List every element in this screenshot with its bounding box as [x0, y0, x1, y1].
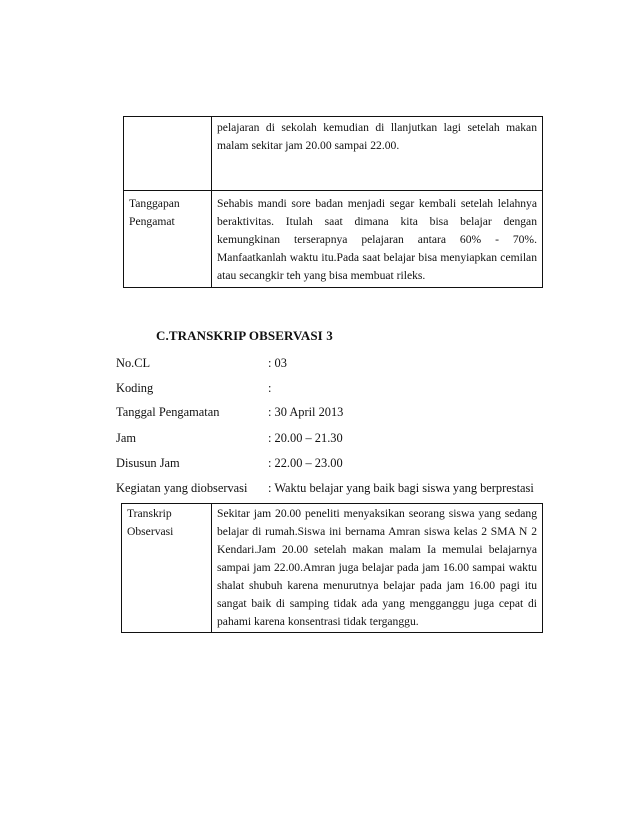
label-observasi: Observasi — [127, 525, 174, 538]
table-cell-label — [122, 504, 212, 633]
meta-label: Tanggal Pengamatan — [116, 405, 220, 419]
meta-label: Jam — [116, 431, 136, 445]
table-cell-label — [124, 117, 212, 191]
meta-label: Koding — [116, 381, 154, 395]
meta-label: Disusun Jam — [116, 456, 180, 470]
transkrip-observasi-text: Sekitar jam 20.00 peneliti menyaksikan seorang siswa yang sedang belajar di rumah.Siswa ini bernama Amran siswa kelas 2 SMA N 2 Kendari.Jam 20.00 setelah makan malam Ia memulai belajarnya sampai jam 22.00.Amran juga belajar pada jam 16.00 sampai waktu shalat shubuh karena menurutnya belajar pada jam 16.00 pagi itu sangat baik di samping tidak ada yang mengganggu juga cepat di pahami karena konsentrasi tidak terganggu. — [212, 504, 543, 633]
label-pengamat: Pengamat — [129, 215, 175, 228]
transkrip-observasi-table — [121, 503, 543, 633]
meta-label: Kegiatan yang diobservasi — [116, 481, 248, 495]
meta-value: : 30 April 2013 — [268, 405, 344, 419]
meta-value: : 20.00 – 21.30 — [268, 431, 343, 445]
table-cell-text: pelajaran di sekolah kemudian di llanjutkan lagi setelah makan malam sekitar jam 20.00 sampai 22.00. — [212, 117, 543, 191]
meta-value: : Waktu belajar yang baik bagi siswa yang berprestasi — [268, 481, 534, 495]
table-row — [124, 117, 543, 191]
section-heading: C.TRANSKRIP OBSERVASI 3 — [156, 328, 333, 343]
meta-value: : 22.00 – 23.00 — [268, 456, 343, 470]
table-row — [124, 191, 543, 288]
table-cell-label — [124, 191, 212, 288]
meta-label: No.CL — [116, 356, 151, 370]
tanggapan-pengamat-text: Sehabis mandi sore badan menjadi segar kembali setelah lelahnya beraktivitas. Itulah saat dimana kita bisa belajar dengan kemungkinan terserapnya pelajaran antara 60% - 70%. Manfaatkanlah waktu itu.Pada saat belajar bisa menyiapkan cemilan atau secangkir teh yang bisa membuat rileks. — [212, 191, 543, 288]
table-row — [122, 504, 543, 633]
meta-value: : 03 — [268, 356, 287, 370]
label-tanggapan: Tanggapan — [129, 197, 180, 210]
observation-table-continued — [123, 116, 543, 288]
label-transkrip: Transkrip — [127, 507, 172, 520]
meta-value: : — [268, 381, 272, 395]
